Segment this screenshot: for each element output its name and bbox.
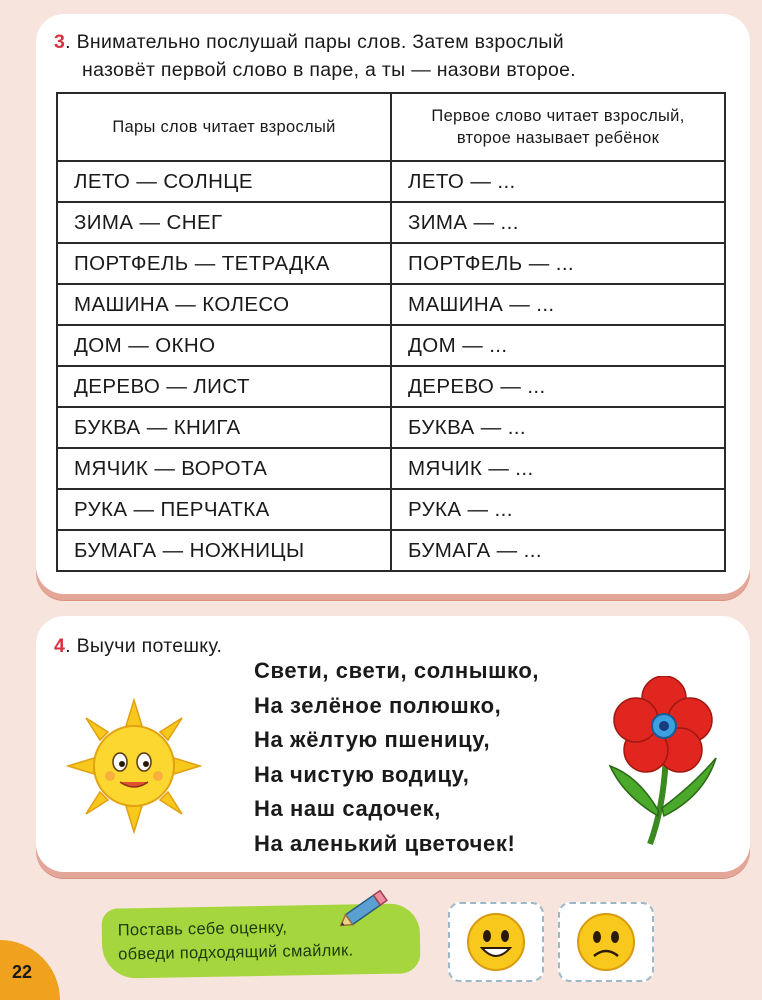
assessment-line-2: обведи подходящий смайлик. [118,941,354,964]
prompt-cell: РУКА — ... [391,489,725,530]
prompt-cell: ЛЕТО — ... [391,161,725,202]
table-row [57,243,725,284]
column-header-adult: Пары слов читает взрослый [57,93,391,161]
column-header-child-line-1: Первое слово читает взрослый, [431,107,685,125]
self-assessment-text [118,914,354,966]
poem-line: На наш садочек, [254,796,441,821]
prompt-cell: ЗИМА — ... [391,202,725,243]
poem-line: На чистую водицу, [254,761,470,787]
prompt-cell: ДЕРЕВО — ... [391,366,725,407]
prompt-cell: ПОРТФЕЛЬ — ... [391,243,725,284]
table-row [57,489,725,530]
assessment-line-1: Поставь себе оценку, [117,918,288,940]
pair-cell: РУКА — ПЕРЧАТКА [57,489,391,530]
happy-face-icon [464,910,528,974]
table-row [57,202,725,243]
pencil-icon [336,884,396,934]
table-row [57,325,725,366]
pair-cell: МЯЧИК — ВОРОТА [57,448,391,489]
pair-cell: ЛЕТО — СОЛНЦЕ [57,161,391,202]
pair-cell: ДОМ — ОКНО [57,325,391,366]
prompt-cell: МЯЧИК — ... [391,448,725,489]
prompt-cell: ДОМ — ... [391,325,725,366]
task-3-card [36,14,750,594]
poem-line: Свети, свети, солнышко, [254,658,540,683]
sad-smiley-option[interactable] [558,902,654,982]
pair-cell: БУМАГА — НОЖНИЦЫ [57,530,391,571]
table-row [57,161,725,202]
table-row [57,366,725,407]
table-header-row [57,93,725,161]
pair-cell: ПОРТФЕЛЬ — ТЕТРАДКА [57,243,391,284]
word-pairs-table [56,92,726,572]
task-3-line-1: . Внимательно послушай пары слов. Затем взрослый [65,31,564,53]
task-3-instruction [54,28,674,84]
flower-illustration [604,676,724,846]
pair-cell: МАШИНА — КОЛЕСО [57,284,391,325]
task-4-number: 4 [54,635,66,657]
table-row [57,407,725,448]
prompt-cell: БУКВА — ... [391,407,725,448]
table-row [57,284,725,325]
sun-illustration [64,696,204,836]
column-header-child-line-2: второе называет ребёнок [456,129,660,147]
pair-cell: БУКВА — КНИГА [57,407,391,448]
prompt-cell: МАШИНА — ... [391,284,725,325]
poem-line: На зелёное полюшко, [254,692,502,718]
task-4-text: . Выучи потешку. [65,635,223,657]
pair-cell: ЗИМА — СНЕГ [57,202,391,243]
pair-cell: ДЕРЕВО — ЛИСТ [57,366,391,407]
table-row [57,448,725,489]
table-row [57,530,725,571]
task-4-card [36,616,750,872]
prompt-cell: БУМАГА — ... [391,530,725,571]
poem-line: На аленький цветочек! [254,830,516,856]
happy-smiley-option[interactable] [448,902,544,982]
sad-face-icon [574,910,638,974]
column-header-child [391,93,725,161]
task-3-number: 3 [54,31,66,53]
task-3-line-2: назовёт первой слово в паре, а ты — назови второе. [82,59,576,81]
page-number: 22 [12,962,33,982]
poem-line: На жёлтую пшеницу, [254,727,491,752]
task-4-instruction [54,632,222,660]
nursery-rhyme [254,654,594,861]
